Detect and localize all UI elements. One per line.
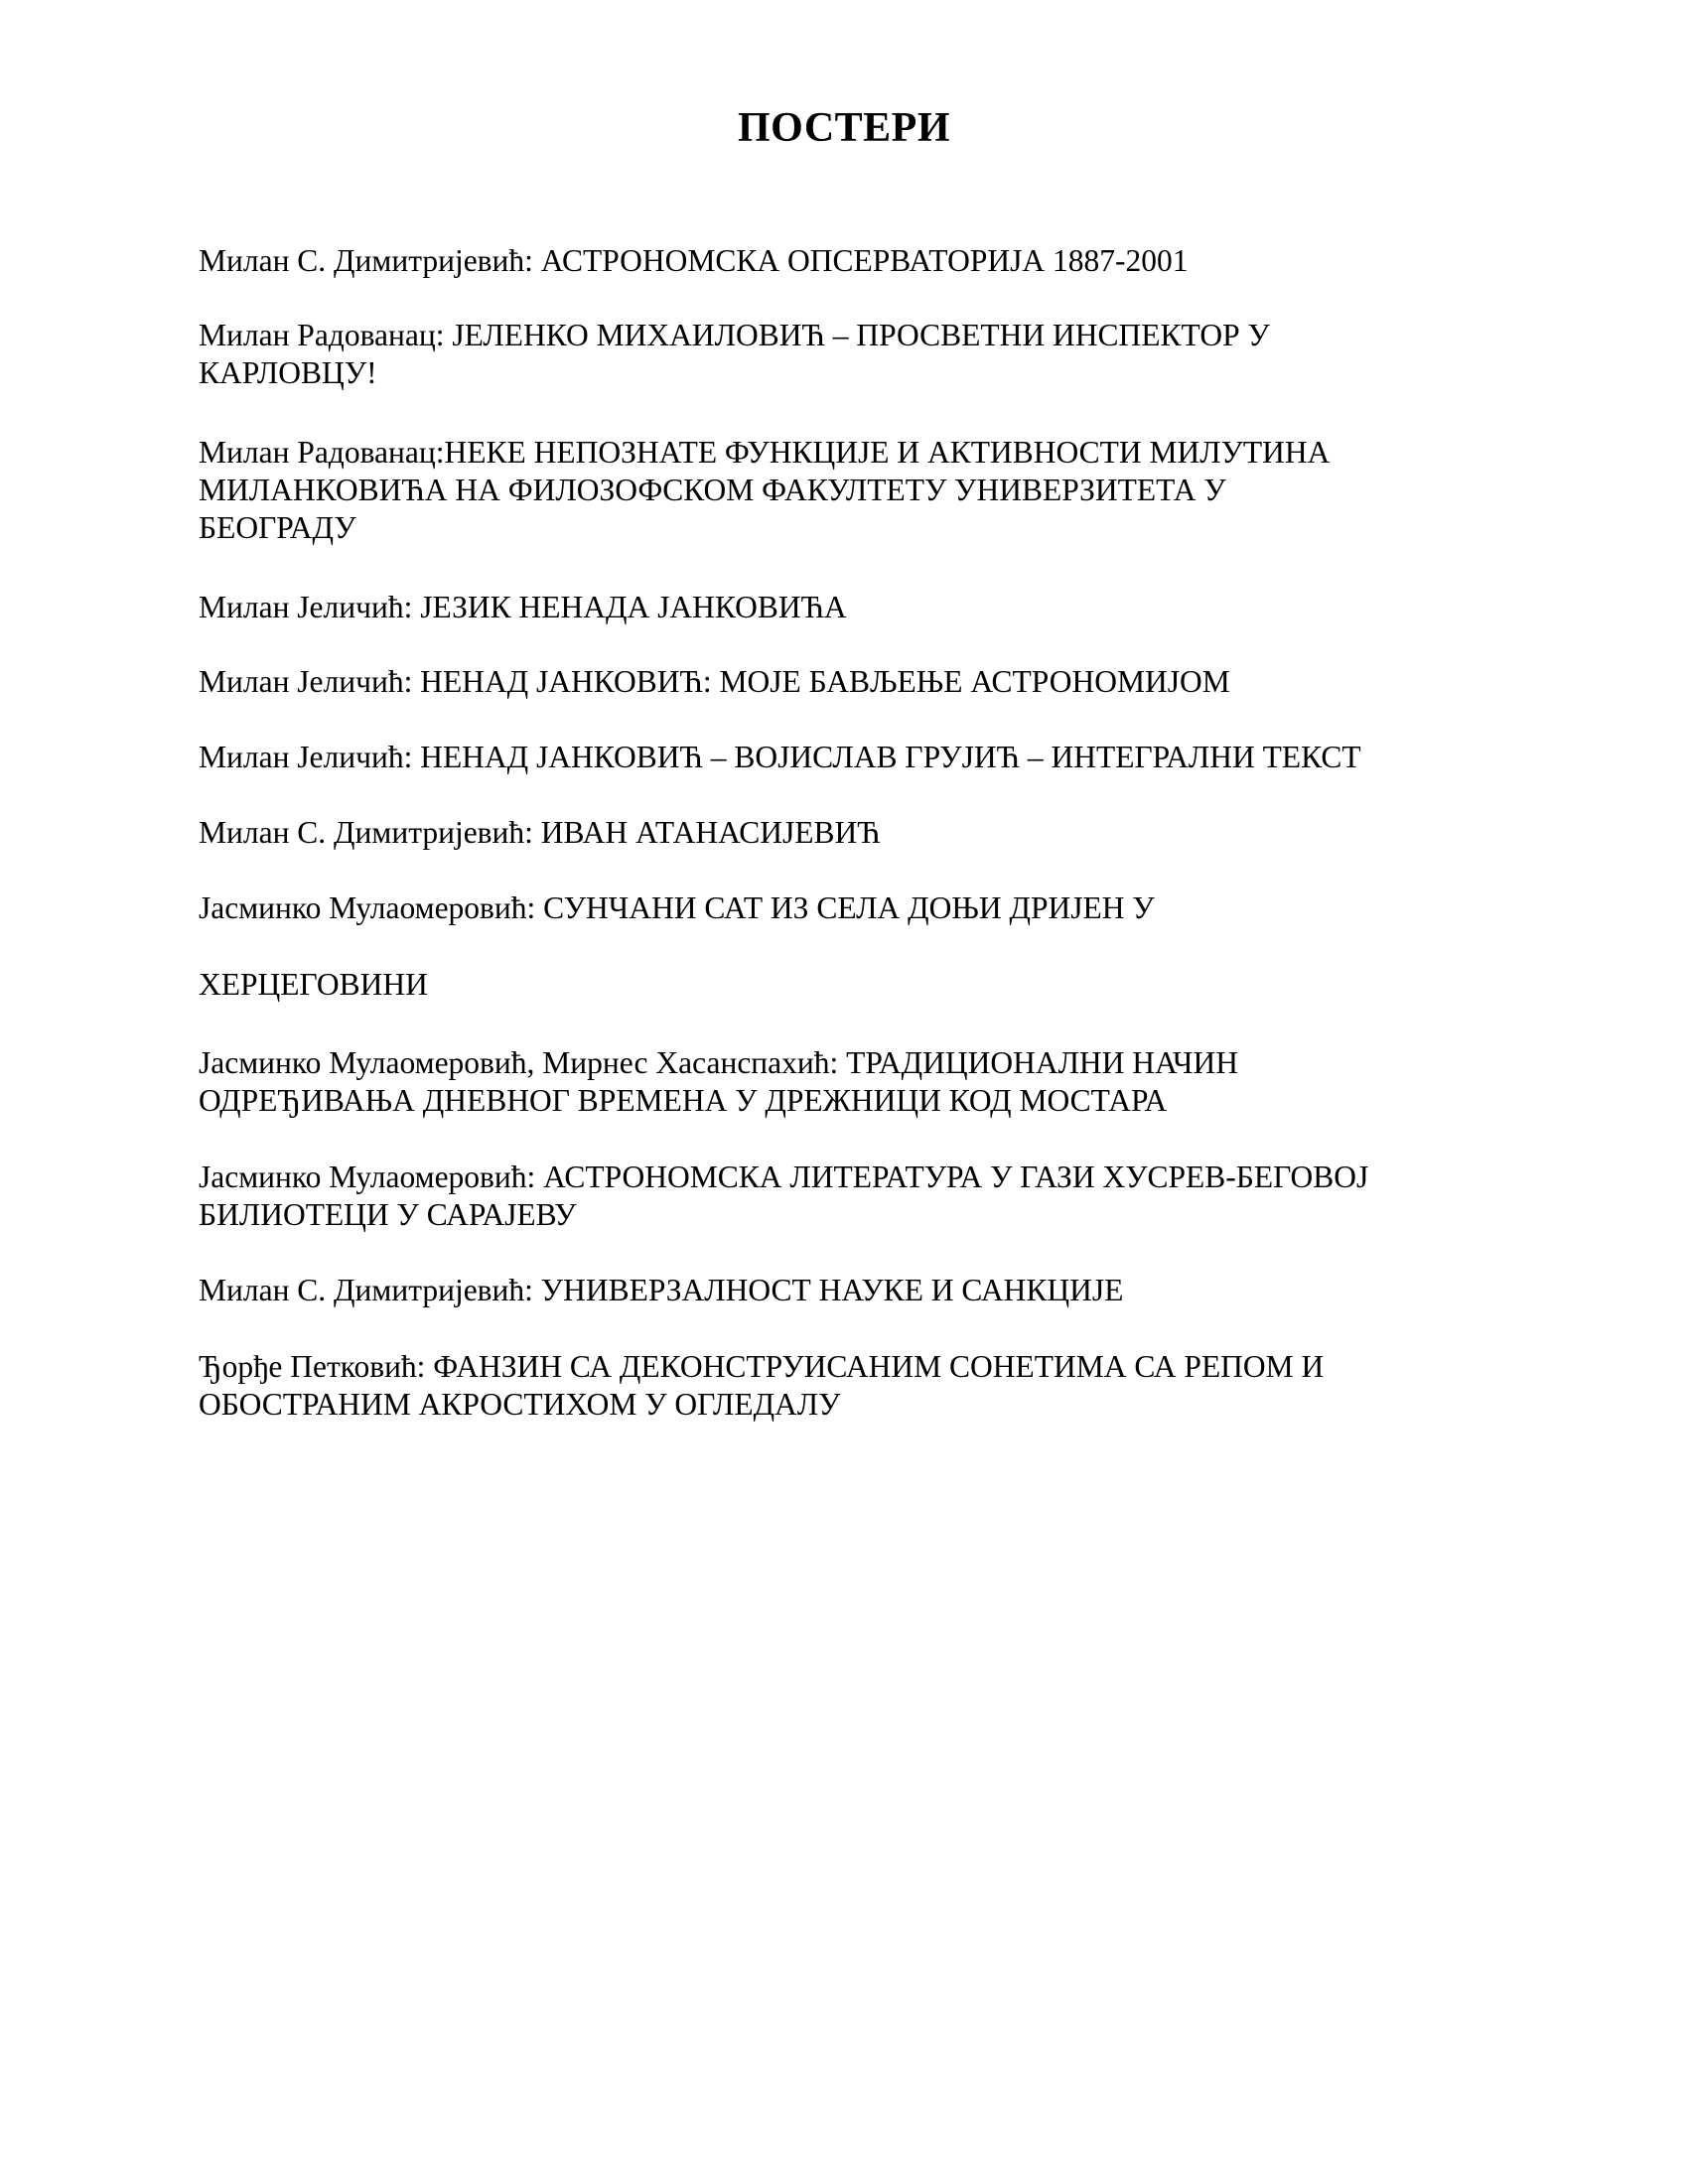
- entry-line: МИЛАНКОВИЋА НА ФИЛОЗОФСКОМ ФАКУЛТЕТУ УНИВЕРЗИТЕТА У: [199, 473, 1226, 507]
- entry-line: БИЛИОТЕЦИ У САРАЈЕВУ: [199, 1197, 577, 1232]
- entry-line: БЕОГРАДУ: [199, 510, 356, 545]
- entry-line: Јасминко Мулаомеровић, Мирнес Хасанспахић: ТРАДИЦИОНАЛНИ НАЧИН: [199, 1045, 1238, 1080]
- entry-line: Милан Радованац: ЈЕЛЕНКО МИХАИЛОВИЋ – ПРОСВЕТНИ ИНСПЕКТОР У: [199, 318, 1270, 352]
- poster-entry: [199, 1348, 1489, 1424]
- poster-entry: [199, 1272, 1489, 1309]
- entry-line: Јасминко Мулаомеровић: СУНЧАНИ САТ ИЗ СЕЛА ДОЊИ ДРИЈЕН У: [199, 890, 1155, 925]
- entry-line: ХЕРЦЕГОВИНИ: [199, 967, 428, 1002]
- poster-entry: [199, 1159, 1489, 1234]
- poster-entry: [199, 663, 1489, 701]
- poster-entry: [199, 814, 1489, 852]
- page-title: ПОСТЕРИ: [737, 105, 951, 151]
- poster-entry: [199, 889, 1489, 927]
- entry-line: ОБОСТРАНИМ АКРОСТИХОМ У ОГЛЕДАЛУ: [199, 1387, 841, 1422]
- entry-line: Милан С. Димитријевић: УНИВЕРЗАЛНОСТ НАУКЕ И САНКЦИЈЕ: [199, 1273, 1124, 1307]
- entry-line: ОДРЕЂИВАЊА ДНЕВНОГ ВРЕМЕНА У ДРЕЖНИЦИ КОД МОСТАРА: [199, 1083, 1168, 1118]
- entry-line: Милан С. Димитријевић: ИВАН АТАНАСИЈЕВИЋ: [199, 815, 881, 850]
- poster-entry: [199, 739, 1489, 776]
- entry-line: КАРЛОВЦУ!: [199, 355, 377, 390]
- poster-entry: [199, 317, 1489, 392]
- entry-line: Милан Јеличић: НЕНАД ЈАНКОВИЋ – ВОЈИСЛАВ ГРУЈИЋ – ИНТЕГРАЛНИ ТЕКСТ: [199, 740, 1361, 774]
- entry-line: Ђорђе Петковић: ФАНЗИН СА ДЕКОНСТРУИСАНИМ СОНЕТИМА СА РЕПОМ И: [199, 1349, 1325, 1384]
- entry-line: Милан Јеличић: НЕНАД ЈАНКОВИЋ: МОЈЕ БАВЉЕЊЕ АСТРОНОМИЈОМ: [199, 664, 1230, 699]
- poster-entry: [199, 589, 1489, 626]
- poster-entry: [199, 434, 1489, 547]
- poster-entry: [199, 966, 1489, 1004]
- entry-line: Милан Радованац:НЕКЕ НЕПОЗНАТЕ ФУНКЦИЈЕ И АКТИВНОСТИ МИЛУТИНА: [199, 435, 1331, 470]
- poster-entry: [199, 1044, 1489, 1120]
- entry-line: Милан С. Димитријевић: АСТРОНОМСКА ОПСЕРВАТОРИЈА 1887-2001: [199, 243, 1189, 278]
- entry-line: Јасминко Мулаомеровић: АСТРОНОМСКА ЛИТЕРАТУРА У ГАЗИ ХУСРЕВ-БЕГОВОЈ: [199, 1160, 1369, 1194]
- poster-entry: [199, 242, 1489, 280]
- entry-line: Милан Јеличић: ЈЕЗИК НЕНАДА ЈАНКОВИЋА: [199, 590, 847, 624]
